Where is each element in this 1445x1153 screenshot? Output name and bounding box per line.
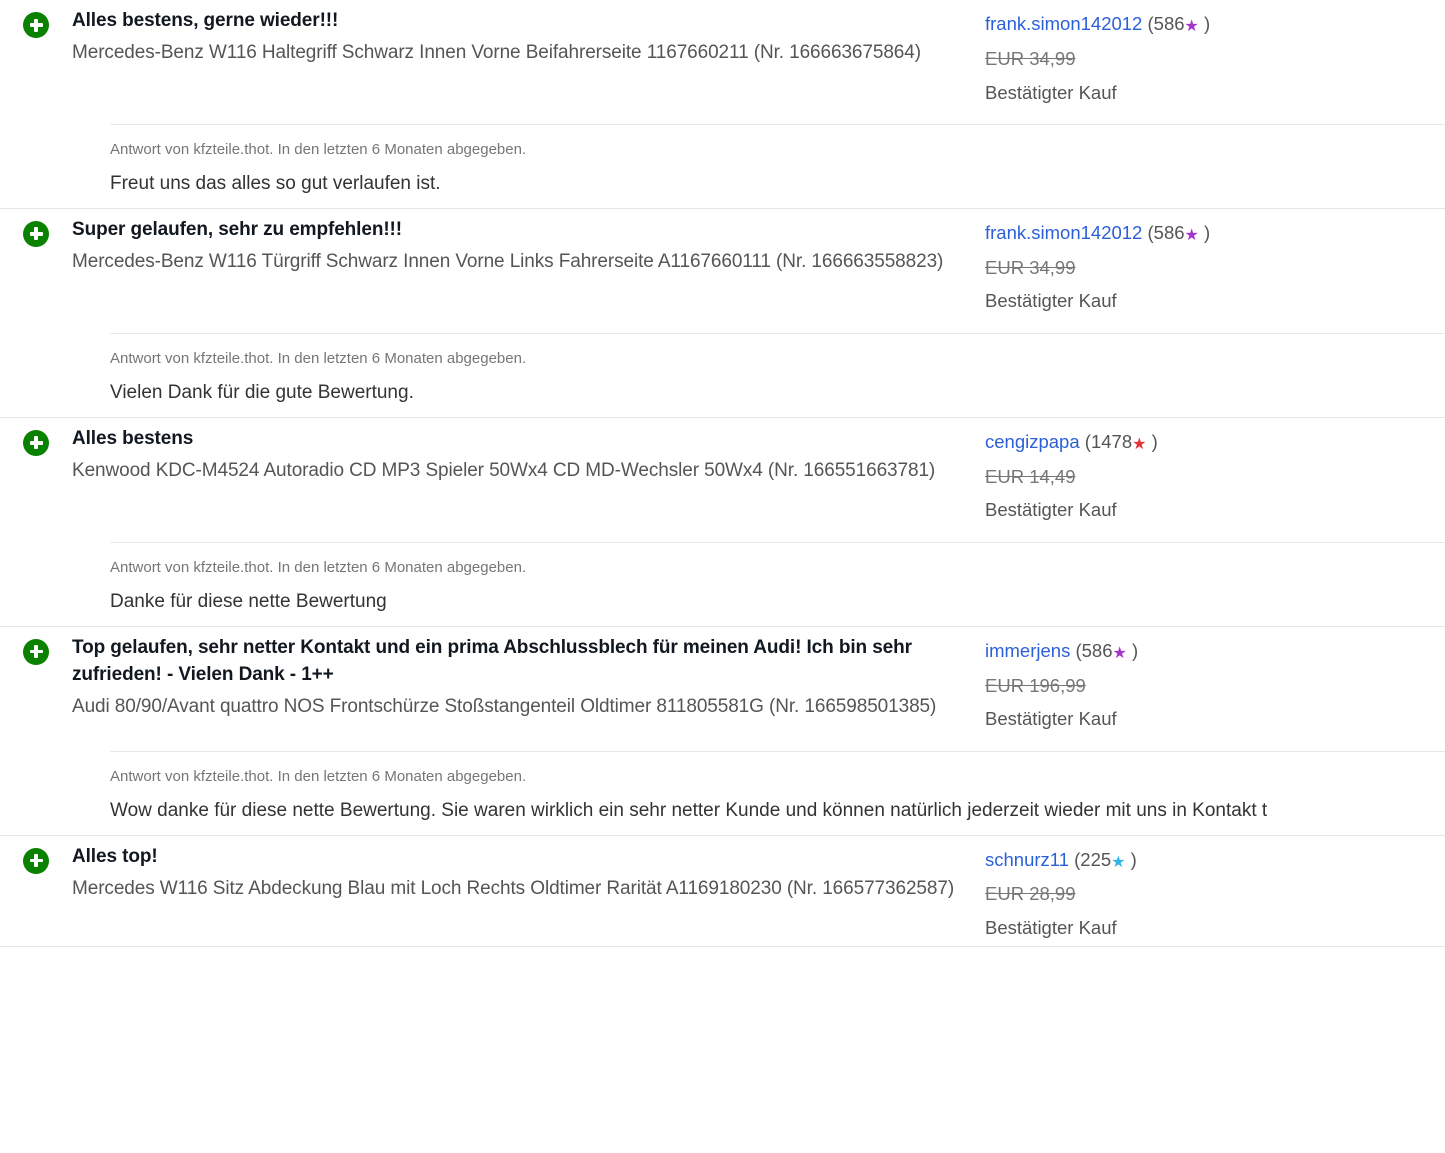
seller-reply-text: Wow danke für diese nette Bewertung. Sie waren wirklich ein sehr netter Kunde und können natürlich jederzeit wieder mit uns in Kontakt t bbox=[110, 800, 1268, 822]
buyer-line bbox=[985, 846, 1445, 874]
rating-column bbox=[0, 426, 72, 456]
feedback-entry-main bbox=[0, 209, 1445, 319]
positive-feedback-icon bbox=[23, 221, 49, 247]
rating-column bbox=[0, 844, 72, 874]
feedback-entry-main bbox=[0, 418, 1445, 528]
seller-reply-text: Freut uns das alles so gut verlaufen ist. bbox=[110, 173, 441, 195]
score-paren-open: ( bbox=[1142, 221, 1154, 243]
feedback-star-icon: ★ bbox=[1111, 853, 1126, 871]
feedback-entry-main bbox=[0, 836, 1445, 946]
feedback-meta-column bbox=[985, 8, 1445, 106]
purchase-status: Bestätigter Kauf bbox=[985, 708, 1117, 730]
feedback-item-title[interactable]: Mercedes W116 Sitz Abdeckung Blau mit Loch Rechts Oldtimer Rarität A1169180230 (Nr. 166577362587) bbox=[72, 877, 955, 899]
feedback-comment: Top gelaufen, sehr netter Kontakt und ein prima Abschlussblech für meinen Audi! Ich bin sehr zufrieden! - Vielen Dank - 1++ bbox=[72, 636, 912, 685]
buyer-username-link[interactable]: cengizpapa bbox=[985, 430, 1080, 452]
seller-reply-meta: Antwort von kfzteile.thot. In den letzten 6 Monaten abgegeben. bbox=[110, 768, 527, 786]
feedback-comment: Alles bestens, gerne wieder!!! bbox=[72, 10, 339, 31]
purchase-status: Bestätigter Kauf bbox=[985, 290, 1117, 312]
score-paren-close: ) bbox=[1126, 639, 1139, 661]
feedback-comment: Super gelaufen, sehr zu empfehlen!!! bbox=[72, 218, 403, 240]
score-paren-open: ( bbox=[1142, 13, 1154, 34]
positive-feedback-icon bbox=[23, 12, 49, 38]
feedback-star-icon: ★ bbox=[1184, 226, 1199, 244]
item-price: EUR 196,99 bbox=[985, 674, 1086, 696]
feedback-text-column bbox=[72, 217, 985, 276]
positive-feedback-icon bbox=[23, 430, 49, 456]
feedback-entry bbox=[0, 836, 1445, 947]
buyer-line bbox=[985, 428, 1445, 456]
feedback-meta-column bbox=[985, 217, 1445, 315]
buyer-score[interactable]: 225 bbox=[1080, 848, 1112, 870]
buyer-username-link[interactable]: schnurz11 bbox=[985, 848, 1069, 870]
positive-feedback-icon bbox=[23, 639, 49, 665]
feedback-item-title[interactable]: Mercedes-Benz W116 Türgriff Schwarz Innen Vorne Links Fahrerseite A1167660111 (Nr. 166663558823) bbox=[72, 250, 944, 272]
feedback-entry bbox=[0, 209, 1445, 418]
feedback-comment: Alles bestens bbox=[72, 427, 194, 449]
seller-reply-meta: Antwort von kfzteile.thot. In den letzten 6 Monaten abgegeben. bbox=[110, 350, 527, 368]
feedback-text-column bbox=[72, 635, 985, 721]
seller-reply-meta: Antwort von kfzteile.thot. In den letzten 6 Monaten abgegeben. bbox=[110, 141, 527, 159]
buyer-score[interactable]: 586 bbox=[1153, 13, 1185, 34]
feedback-entry bbox=[0, 418, 1445, 627]
buyer-score[interactable]: 586 bbox=[1081, 639, 1113, 661]
feedback-text-column bbox=[72, 844, 985, 903]
purchase-status: Bestätigter Kauf bbox=[985, 917, 1117, 939]
score-paren-open: ( bbox=[1079, 430, 1091, 452]
rating-column bbox=[0, 217, 72, 247]
seller-reply-block bbox=[110, 542, 1445, 616]
feedback-entry bbox=[0, 0, 1445, 209]
feedback-comment: Alles top! bbox=[72, 845, 158, 867]
feedback-item-title[interactable]: Audi 80/90/Avant quattro NOS Frontschürze Stoßstangenteil Oldtimer 811805581G (Nr. 166598501385) bbox=[72, 695, 937, 717]
feedback-entry-main bbox=[0, 0, 1445, 110]
seller-reply-block bbox=[110, 333, 1445, 407]
seller-reply-text: Vielen Dank für die gute Bewertung. bbox=[110, 382, 414, 404]
feedback-text-column bbox=[72, 8, 985, 67]
score-paren-open: ( bbox=[1068, 848, 1081, 870]
buyer-line bbox=[985, 637, 1445, 665]
score-paren-close: ) bbox=[1146, 430, 1158, 452]
item-price: EUR 14,49 bbox=[985, 465, 1076, 487]
feedback-item-title[interactable]: Kenwood KDC-M4524 Autoradio CD MP3 Spieler 50Wx4 CD MD-Wechsler 50Wx4 (Nr. 166551663781) bbox=[72, 459, 936, 481]
item-price: EUR 34,99 bbox=[985, 47, 1076, 69]
buyer-username-link[interactable]: frank.simon142012 bbox=[985, 221, 1143, 243]
positive-feedback-icon bbox=[23, 848, 49, 874]
feedback-meta-column bbox=[985, 844, 1445, 942]
buyer-line bbox=[985, 219, 1445, 247]
feedback-star-icon: ★ bbox=[1184, 18, 1199, 35]
buyer-username-link[interactable]: frank.simon142012 bbox=[985, 13, 1143, 34]
score-paren-close: ) bbox=[1125, 848, 1137, 870]
feedback-text-column bbox=[72, 426, 985, 485]
feedback-meta-column bbox=[985, 635, 1445, 733]
purchase-status: Bestätigter Kauf bbox=[985, 499, 1117, 521]
purchase-status: Bestätigter Kauf bbox=[985, 81, 1117, 103]
seller-reply-block bbox=[110, 751, 1445, 825]
feedback-meta-column bbox=[985, 426, 1445, 524]
buyer-score[interactable]: 586 bbox=[1153, 221, 1185, 243]
seller-reply-block bbox=[110, 124, 1445, 198]
seller-reply-meta: Antwort von kfzteile.thot. In den letzten 6 Monaten abgegeben. bbox=[110, 559, 527, 577]
score-paren-close: ) bbox=[1198, 221, 1211, 243]
item-price: EUR 34,99 bbox=[985, 256, 1076, 278]
buyer-line bbox=[985, 10, 1445, 38]
feedback-star-icon: ★ bbox=[1112, 644, 1127, 662]
feedback-entry-main bbox=[0, 627, 1445, 737]
item-price: EUR 28,99 bbox=[985, 883, 1076, 905]
buyer-score[interactable]: 1478 bbox=[1090, 430, 1133, 452]
feedback-item-title[interactable]: Mercedes-Benz W116 Haltegriff Schwarz Innen Vorne Beifahrerseite 1167660211 (Nr. 166663675864) bbox=[72, 41, 921, 63]
score-paren-open: ( bbox=[1070, 639, 1082, 661]
score-paren-close: ) bbox=[1198, 13, 1211, 34]
feedback-entry bbox=[0, 627, 1445, 836]
rating-column bbox=[0, 635, 72, 665]
rating-column bbox=[0, 8, 72, 38]
feedback-star-icon: ★ bbox=[1132, 435, 1147, 453]
seller-reply-text: Danke für diese nette Bewertung bbox=[110, 591, 387, 613]
buyer-username-link[interactable]: immerjens bbox=[985, 639, 1071, 661]
